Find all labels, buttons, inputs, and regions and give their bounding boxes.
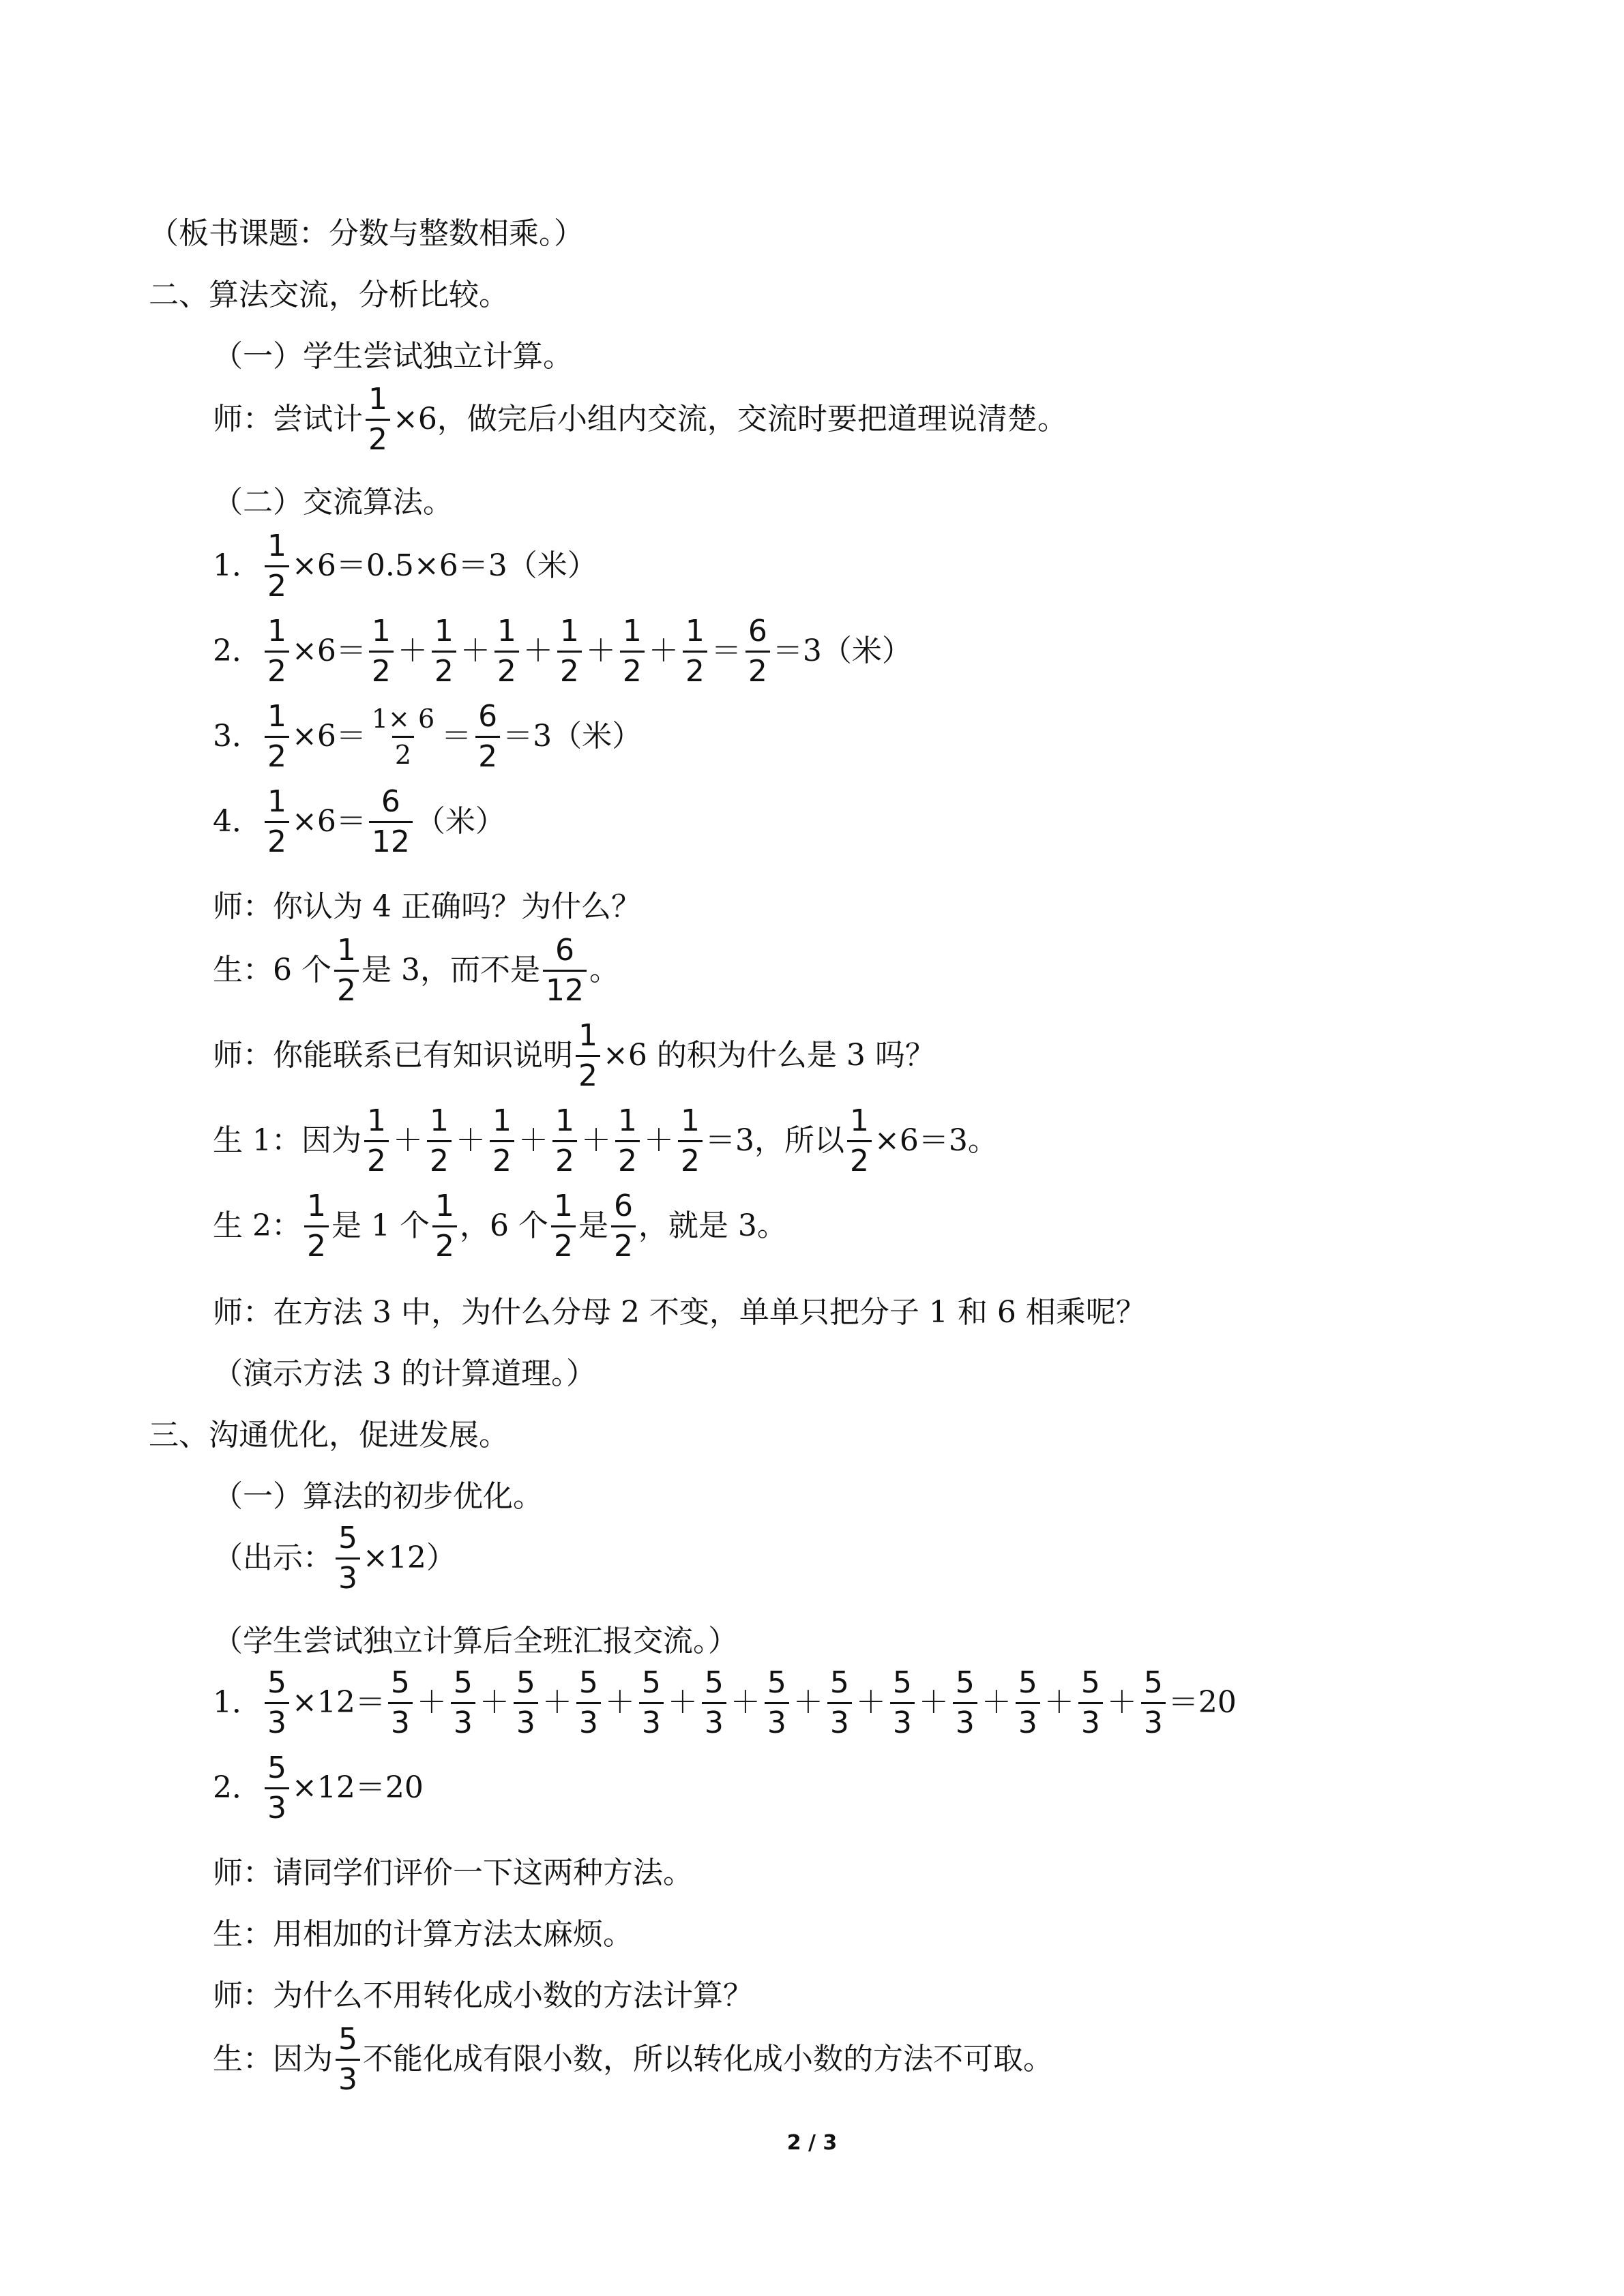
fraction-five-thirds: $\frac{5}{3}$ bbox=[1016, 1668, 1040, 1738]
teacher-line-4: 师：在方法 3 中，为什么分母 2 不变，单单只把分子 1 和 6 相乘呢？ bbox=[213, 1295, 1146, 1330]
student-line-5: 生：因为 $\frac{5}{3}$ 不能化成有限小数，所以转化成小数的方法不可取。 bbox=[213, 2021, 1053, 2097]
teacher-line-3: 师：你能联系已有知识说明 $\frac{1}{2}$ ×6 的积为什么是 3 吗？ bbox=[213, 1017, 935, 1093]
fraction-five-thirds: $\frac{5}{3}$ bbox=[514, 1668, 538, 1738]
fraction-five-thirds: $\frac{5}{3}$ bbox=[336, 1523, 360, 1594]
fraction-one-half: $\frac{1}{2}$ bbox=[334, 936, 359, 1006]
fraction-one-half: $\frac{1}{2}$ bbox=[265, 531, 289, 601]
optimized-method-2: 2． $\frac{5}{3}$ ×12＝20 bbox=[213, 1750, 424, 1825]
method-3: 3． $\frac{1}{2}$ ×6＝ $\frac{1\times 6}{2}$ ＝ $\frac{6}{2}$ ＝3（米） bbox=[213, 698, 643, 774]
fraction-five-thirds: $\frac{5}{3}$ bbox=[702, 1668, 726, 1738]
fraction-one-half: $\frac{1}{2}$ bbox=[490, 1106, 514, 1176]
subsection-3-1-heading: （一）算法的初步优化。 bbox=[213, 1479, 543, 1514]
report-note: （学生尝试独立计算后全班汇报交流。） bbox=[213, 1624, 738, 1658]
fraction-five-thirds: $\frac{5}{3}$ bbox=[576, 1668, 601, 1738]
fraction-one-half: $\frac{1}{2}$ bbox=[576, 1021, 600, 1091]
method-1: 1． $\frac{1}{2}$ ×6＝0.5×6＝3（米） bbox=[213, 528, 597, 603]
teacher-line-1: 师：尝试计 $\frac{1}{2}$ ×6，做完后小组内交流，交流时要把道理说清楚。 bbox=[213, 381, 1067, 457]
fraction-six-halves: $\frac{6}{2}$ bbox=[745, 616, 770, 687]
student-line-1: 生：6 个 $\frac{1}{2}$ 是 3，而不是 $\frac{6}{12}$ 。 bbox=[213, 932, 619, 1008]
page-number: 2 / 3 bbox=[786, 2131, 838, 2155]
fraction-one-half: $\frac{1}{2}$ bbox=[678, 1106, 703, 1176]
teacher-line-6: 师：为什么不用转化成小数的方法计算？ bbox=[213, 1978, 753, 2013]
fraction-six-halves: $\frac{6}{2}$ bbox=[475, 702, 500, 772]
fraction-six-halves: $\frac{6}{2}$ bbox=[611, 1191, 636, 1262]
fraction-one-half: $\frac{1}{2}$ bbox=[369, 616, 394, 687]
fraction-one-half: $\frac{1}{2}$ bbox=[847, 1106, 872, 1176]
subsection-1-heading: （一）学生尝试独立计算。 bbox=[213, 339, 573, 374]
fraction-five-thirds: $\frac{5}{3}$ bbox=[1141, 1668, 1166, 1738]
fraction-one-half: $\frac{1}{2}$ bbox=[432, 1191, 457, 1262]
fraction-one-half: $\frac{1}{2}$ bbox=[432, 616, 456, 687]
teacher-line-2: 师：你认为 4 正确吗？为什么？ bbox=[213, 889, 641, 924]
fraction-one-half: $\frac{1}{2}$ bbox=[552, 1106, 577, 1176]
optimized-method-1: 1． $\frac{5}{3}$ ×12＝ $\frac{5}{3}$ ＋ $\frac{5}{3}$ ＋ $\frac{5}{3}$ ＋ $\frac{5}{3}$ ＋ $\frac{5}{3}$ ＋ $\frac{5}{3}$ ＋ $\frac{5}{3}$ ＋ $\frac{5}{3}$ ＋ $\frac{5}{3}$ ＋ $\frac{5}{3}$ ＋ $\frac{5}{3}$ ＋ $\frac{5}{3}$ ＋ $\frac{5}{3}$ ＝20 bbox=[213, 1665, 1237, 1740]
fraction-six-twelfths: $\frac{6}{12}$ bbox=[543, 936, 587, 1006]
method-2: 2． $\frac{1}{2}$ ×6＝ $\frac{1}{2}$ ＋ $\frac{1}{2}$ ＋ $\frac{1}{2}$ ＋ $\frac{1}{2}$ ＋ $\frac{1}{2}$ ＋ $\frac{1}{2}$ ＝ $\frac{6}{2}$ ＝3（米） bbox=[213, 613, 912, 689]
fraction-one-half: $\frac{1}{2}$ bbox=[265, 616, 289, 687]
fraction-one-half: $\frac{1}{2}$ bbox=[494, 616, 519, 687]
show-problem: （出示： $\frac{5}{3}$ ×12） bbox=[213, 1520, 456, 1596]
subsection-2-heading: （二）交流算法。 bbox=[213, 485, 453, 520]
fraction-six-twelfths: $\frac{6}{12}$ bbox=[369, 787, 413, 857]
fraction-five-thirds: $\frac{5}{3}$ bbox=[388, 1668, 413, 1738]
method-4: 4． $\frac{1}{2}$ ×6＝ $\frac{6}{12}$ （米） bbox=[213, 784, 505, 859]
fraction-one-half: $\frac{1}{2}$ bbox=[683, 616, 707, 687]
board-title-line: （板书课题：分数与整数相乘。） bbox=[149, 216, 584, 251]
fraction-one-half: $\frac{1}{2}$ bbox=[557, 616, 582, 687]
fraction-five-thirds: $\frac{5}{3}$ bbox=[265, 1753, 289, 1823]
fraction-five-thirds: $\frac{5}{3}$ bbox=[953, 1668, 977, 1738]
fraction-one-half: $\frac{1}{2}$ bbox=[265, 787, 289, 857]
fraction-one-half: $\frac{1}{2}$ bbox=[366, 385, 390, 455]
student-line-2: 生 1：因为 $\frac{1}{2}$ ＋ $\frac{1}{2}$ ＋ $\frac{1}{2}$ ＋ $\frac{1}{2}$ ＋ $\frac{1}{2}$ ＋ $\frac{1}{2}$ ＝3，所以 $\frac{1}{2}$ ×6＝3。 bbox=[213, 1103, 998, 1178]
fraction-one-half: $\frac{1}{2}$ bbox=[304, 1191, 329, 1262]
student-line-3: 生 2： $\frac{1}{2}$ 是 1 个 $\frac{1}{2}$ ，6 个 $\frac{1}{2}$ 是 $\frac{6}{2}$ ，就是 3。 bbox=[213, 1188, 787, 1264]
fraction-one-half: $\frac{1}{2}$ bbox=[615, 1106, 640, 1176]
fraction-five-thirds: $\frac{5}{3}$ bbox=[639, 1668, 664, 1738]
fraction-one-half: $\frac{1}{2}$ bbox=[620, 616, 645, 687]
fraction-five-thirds: $\frac{5}{3}$ bbox=[336, 2025, 360, 2095]
fraction-five-thirds: $\frac{5}{3}$ bbox=[827, 1668, 852, 1738]
section-two-heading: 二、算法交流，分析比较。 bbox=[149, 278, 509, 312]
fraction-five-thirds: $\frac{5}{3}$ bbox=[1078, 1668, 1103, 1738]
student-line-4: 生：用相加的计算方法太麻烦。 bbox=[213, 1917, 633, 1952]
fraction-one-half: $\frac{1}{2}$ bbox=[427, 1106, 452, 1176]
section-three-heading: 三、沟通优化，促进发展。 bbox=[149, 1418, 509, 1452]
fraction-one-half: $\frac{1}{2}$ bbox=[364, 1106, 389, 1176]
fraction-five-thirds: $\frac{5}{3}$ bbox=[451, 1668, 475, 1738]
demo-note: （演示方法 3 的计算道理。） bbox=[213, 1356, 596, 1391]
fraction-five-thirds: $\frac{5}{3}$ bbox=[765, 1668, 789, 1738]
teacher-line-5: 师：请同学们评价一下这两种方法。 bbox=[213, 1855, 693, 1890]
fraction-one-half: $\frac{1}{2}$ bbox=[265, 702, 289, 772]
fraction-one-times-six-over-two: $\frac{1\times 6}{2}$ bbox=[371, 703, 435, 770]
fraction-one-half: $\frac{1}{2}$ bbox=[551, 1191, 576, 1262]
fraction-five-thirds: $\frac{5}{3}$ bbox=[265, 1668, 289, 1738]
fraction-five-thirds: $\frac{5}{3}$ bbox=[890, 1668, 915, 1738]
